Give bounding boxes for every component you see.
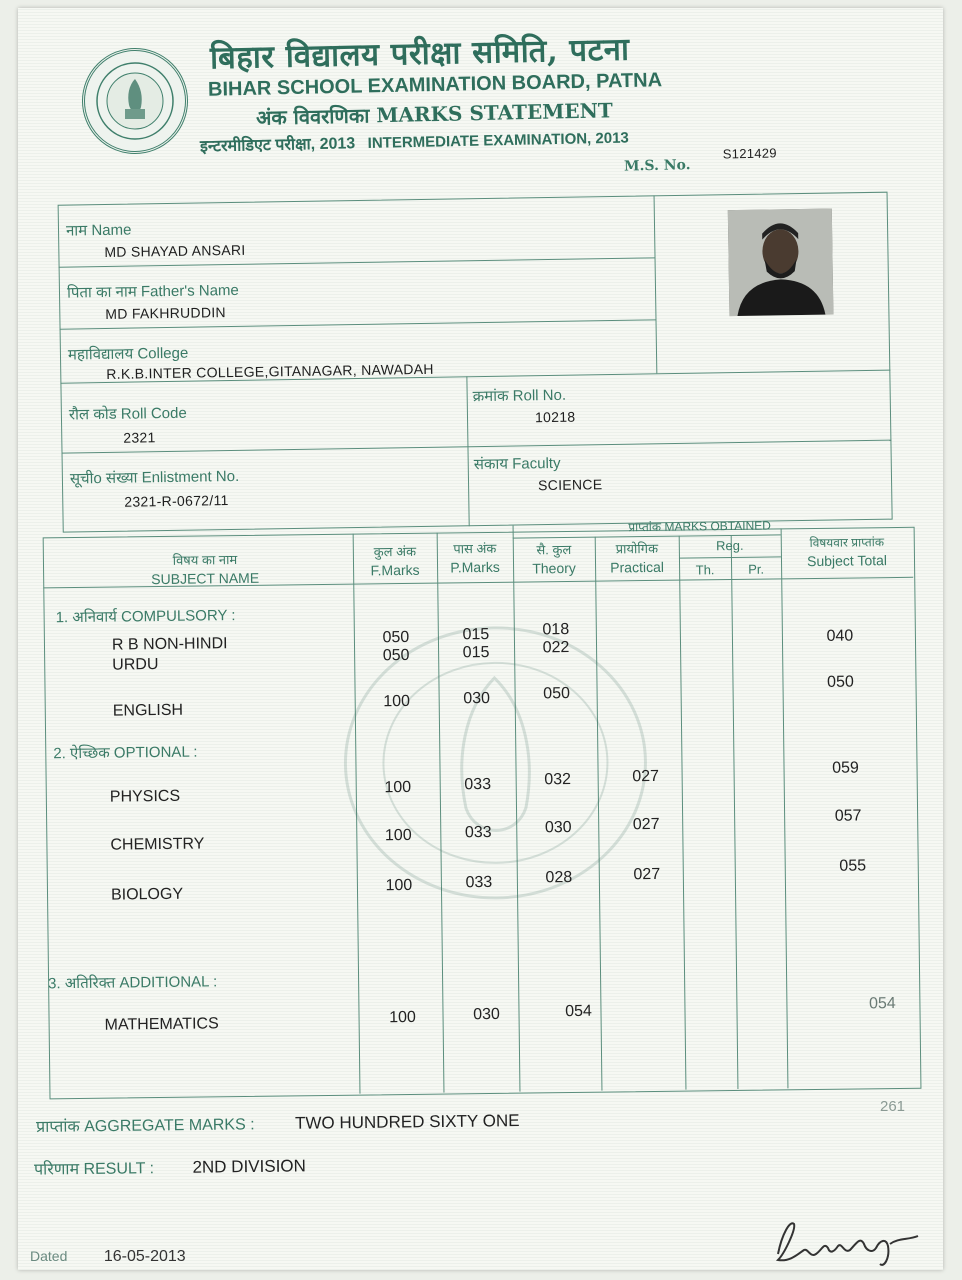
total-english: 050 xyxy=(827,673,854,691)
father-name-label: पिता का नाम Father's Name xyxy=(66,281,239,302)
signature xyxy=(768,1214,938,1270)
dated-value: 16-05-2013 xyxy=(103,1248,186,1265)
header-pmarks-english: P.Marks xyxy=(450,558,500,576)
header-reg-theory: Th. xyxy=(695,562,715,578)
roll-code-label: रौल कोड Roll Code xyxy=(68,404,187,424)
pmarks-physics: 033 xyxy=(464,775,492,794)
subject-english: ENGLISH xyxy=(112,701,184,720)
theory-physics: 032 xyxy=(544,770,572,789)
section-compulsory: 1. अनिवार्य COMPULSORY : xyxy=(55,607,236,627)
total-mathematics: 054 xyxy=(868,995,896,1013)
marks-statement-sheet xyxy=(18,8,943,1270)
fmarks-mathematics: 100 xyxy=(389,1008,417,1027)
subject-physics: PHYSICS xyxy=(109,787,181,806)
pmarks-english: 030 xyxy=(463,689,491,708)
roll-no-value: 10218 xyxy=(534,408,576,426)
pmarks-urdu: 015 xyxy=(462,643,490,662)
faculty-value: SCIENCE xyxy=(537,476,603,494)
name-value: MD SHAYAD ANSARI xyxy=(104,241,246,260)
theory-nonhindi: 018 xyxy=(542,620,570,639)
header-subject xyxy=(75,550,335,589)
total-compulsory-language: 040 xyxy=(826,627,854,645)
header-theory-english: Theory xyxy=(532,559,576,577)
result-value: 2ND DIVISION xyxy=(192,1156,306,1177)
board-title-hindi: बिहार विद्यालय परीक्षा समिति, पटना xyxy=(209,31,630,77)
pmarks-mathematics: 030 xyxy=(473,1005,500,1024)
ms-number-value: S121429 xyxy=(722,145,778,162)
name-label: नाम Name xyxy=(65,221,132,240)
ms-number-label: M.S. No. xyxy=(623,157,691,175)
fmarks-physics: 100 xyxy=(384,778,412,797)
subject-urdu: URDU xyxy=(112,656,159,674)
header-theory xyxy=(513,541,595,578)
statement-title-hindi: अंक विवरणिका xyxy=(255,103,370,130)
header-theory-hindi: सै. कुल xyxy=(536,541,572,558)
dated-label: Dated xyxy=(30,1248,68,1264)
theory-biology: 028 xyxy=(545,868,573,887)
header-marks-obtained: प्राप्तांक MARKS OBTAINED xyxy=(628,518,771,535)
header-practical-hindi: प्रायोगिक xyxy=(615,540,659,557)
header-subject-total-english: Subject Total xyxy=(806,552,888,570)
practical-physics: 027 xyxy=(632,767,660,786)
statement-title-english: MARKS STATEMENT xyxy=(376,98,613,128)
header-subject-total xyxy=(781,533,913,571)
exam-title-hindi: इन्टरमीडिएट परीक्षा, 2013 xyxy=(199,135,356,156)
pmarks-nonhindi: 015 xyxy=(462,625,490,644)
fmarks-chemistry: 100 xyxy=(384,826,412,845)
result-label: परिणाम RESULT : xyxy=(33,1160,155,1179)
result-row xyxy=(34,1154,306,1179)
header-reg-practical: Pr. xyxy=(748,561,765,577)
theory-mathematics: 054 xyxy=(565,1002,592,1021)
pmarks-chemistry: 033 xyxy=(464,823,492,842)
total-chemistry: 057 xyxy=(834,807,862,825)
subject-nonhindi: R B NON-HINDI xyxy=(111,635,228,654)
header-pmarks xyxy=(437,540,513,577)
marks-table xyxy=(8,3,948,1276)
subject-mathematics: MATHEMATICS xyxy=(104,1015,219,1034)
theory-urdu: 022 xyxy=(542,638,570,657)
board-title-english: BIHAR SCHOOL EXAMINATION BOARD, PATNA xyxy=(207,69,663,101)
college-label: महाविद्यालय College xyxy=(67,344,189,364)
roll-code-value: 2321 xyxy=(123,429,156,446)
college-value: R.K.B.INTER COLLEGE,GITANAGAR, NAWADAH xyxy=(106,360,434,382)
dated-row xyxy=(30,1248,186,1266)
father-name-value: MD FAKHRUDDIN xyxy=(105,304,227,322)
fmarks-urdu: 050 xyxy=(382,646,410,665)
total-biology: 055 xyxy=(839,857,867,875)
fmarks-english: 100 xyxy=(383,692,411,711)
enlistment-label: सूचीo संख्या Enlistment No. xyxy=(69,467,240,488)
pmarks-biology: 033 xyxy=(465,873,493,892)
theory-chemistry: 030 xyxy=(544,818,572,837)
fmarks-nonhindi: 050 xyxy=(382,628,410,647)
practical-biology: 027 xyxy=(633,865,661,884)
header-subject-hindi: विषय का नाम xyxy=(172,552,238,568)
subject-biology: BIOLOGY xyxy=(110,885,184,904)
theory-english: 050 xyxy=(543,684,571,703)
header-subject-english: SUBJECT NAME xyxy=(151,569,260,588)
aggregate-words: TWO HUNDRED SIXTY ONE xyxy=(294,1111,520,1133)
header-practical-english: Practical xyxy=(610,558,665,576)
practical-chemistry: 027 xyxy=(632,815,660,834)
section-additional: 3. अतिरिक्त ADDITIONAL : xyxy=(48,973,218,993)
fmarks-biology: 100 xyxy=(385,876,413,895)
enlistment-value: 2321-R-0672/11 xyxy=(124,492,229,510)
header-fmarks-hindi: कुल अंक xyxy=(373,543,417,560)
header-practical xyxy=(595,540,679,577)
total-physics: 059 xyxy=(832,759,859,777)
header-fmarks-english: F.Marks xyxy=(370,561,420,579)
aggregate-number: 261 xyxy=(880,1098,906,1115)
faculty-label: संकाय Faculty xyxy=(473,454,561,474)
header-subject-total-hindi: विषयवार प्राप्तांक xyxy=(809,535,885,551)
header-reg: Reg. xyxy=(715,537,744,554)
aggregate-label: प्राप्तांक AGGREGATE MARKS : xyxy=(35,1116,255,1136)
header-fmarks xyxy=(353,543,437,580)
header-pmarks-hindi: पास अंक xyxy=(453,540,497,557)
exam-title-english: INTERMEDIATE EXAMINATION, 2013 xyxy=(367,129,629,152)
subject-chemistry: CHEMISTRY xyxy=(110,835,205,854)
section-optional: 2. ऐच्छिक OPTIONAL : xyxy=(53,743,198,763)
roll-no-label: क्रमांक Roll No. xyxy=(472,386,567,406)
